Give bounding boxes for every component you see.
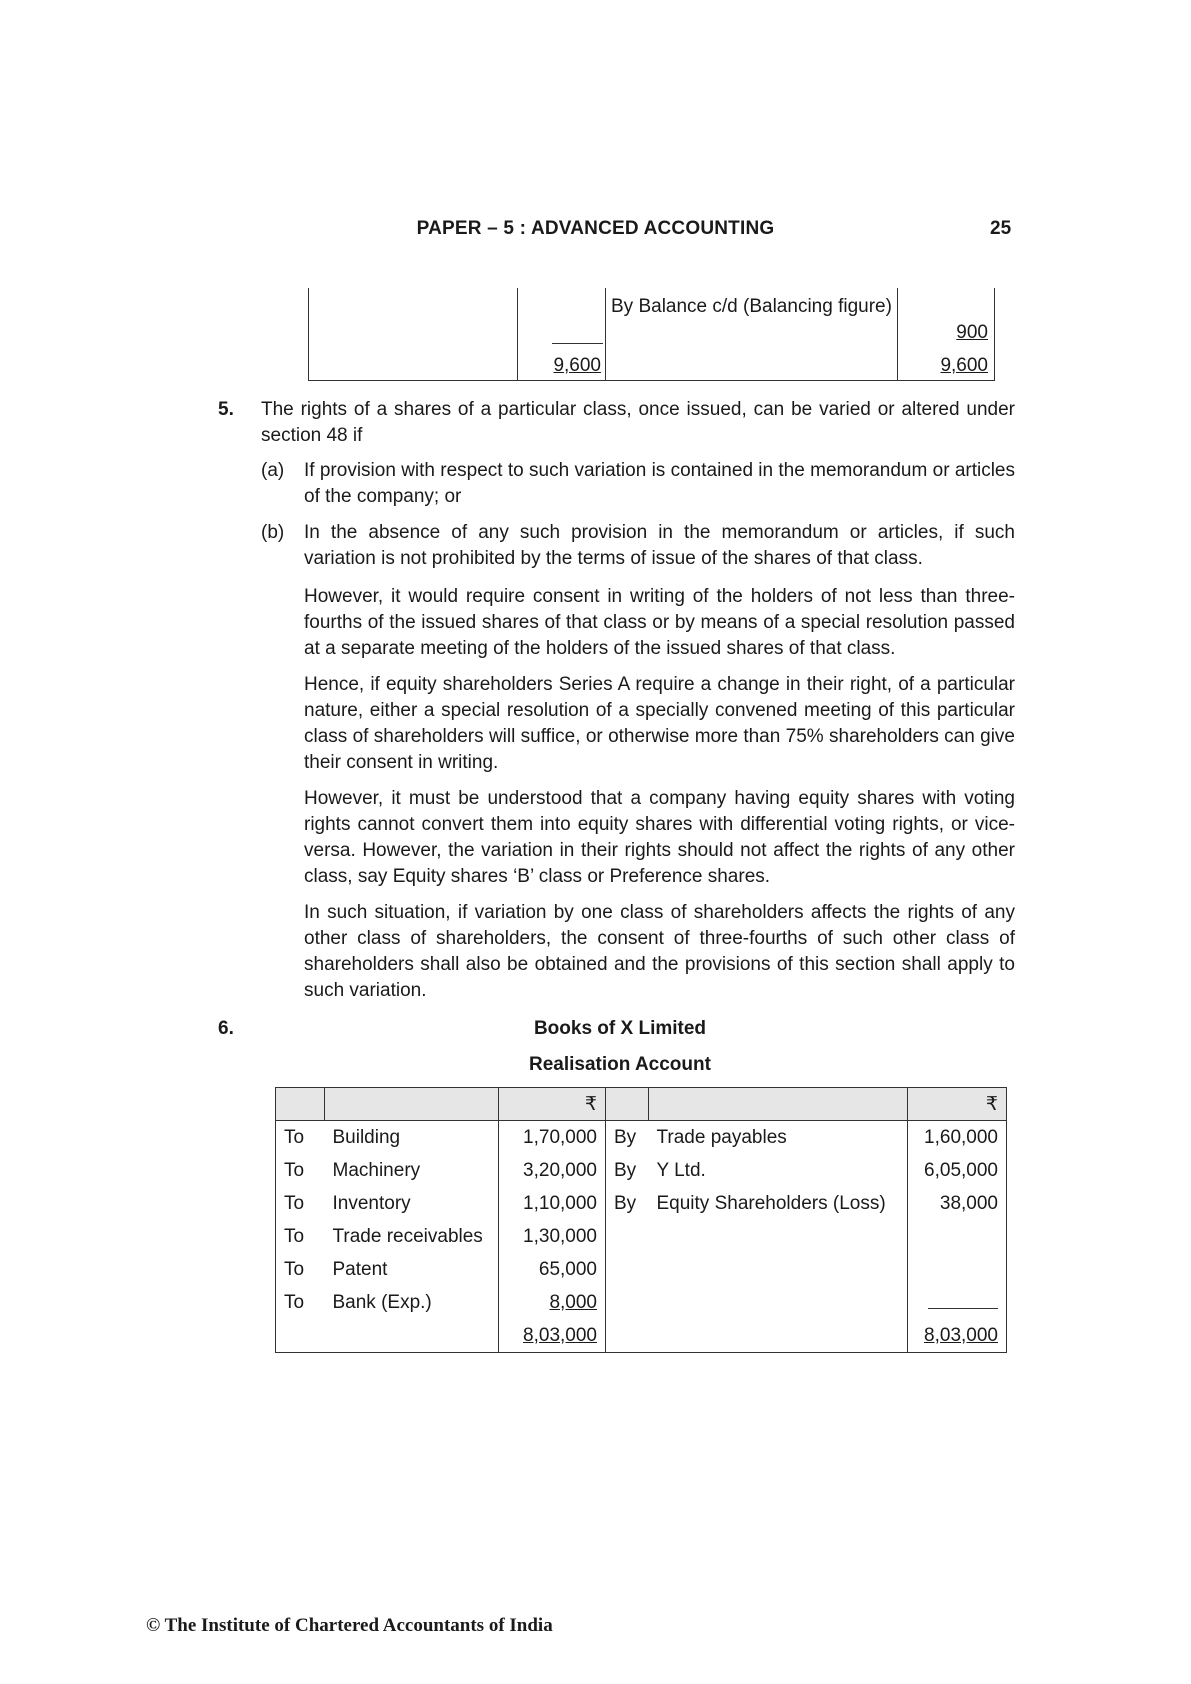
q5-intro: The rights of a shares of a particular class, once issued, can be varied or altered under section 48 if [261,399,1015,446]
top-table-border [308,380,995,381]
q5-item-a-label: (a) [261,460,285,481]
credit-amount: 38,000 [908,1187,1007,1220]
to-prefix: To [276,1187,325,1220]
credit-particular: Y Ltd. [656,1159,706,1181]
top-left-total: 9,600 [553,355,601,376]
currency-symbol-right: ₹ [908,1088,1007,1121]
debit-amount: 3,20,000 [499,1154,606,1187]
debit-total: 8,03,000 [499,1319,606,1353]
credit-amount: 6,05,000 [908,1154,1007,1187]
table-header-row [276,1088,1007,1121]
credit-amount: 1,60,000 [908,1121,1007,1155]
by-prefix: By [606,1154,649,1187]
top-right-label: By Balance c/d (Balancing figure) [611,296,892,317]
q5-item-b-label: (b) [261,522,285,543]
q6-heading-books: Books of X Limited [533,1018,707,1039]
top-right-total: 9,600 [940,355,988,376]
currency-symbol-left: ₹ [499,1088,606,1121]
footer-copyright: © The Institute of Chartered Accountants of India [146,1615,553,1636]
table-row [276,1187,1007,1220]
credit-particular [649,1253,908,1286]
question-number-6: 6. [218,1018,234,1039]
to-prefix: To [276,1220,325,1253]
credit-amount [908,1253,1007,1286]
q5-paragraph: Hence, if equity shareholders Series A require a change in their right, of a particular nature, either a special resolution of a specially convened meeting of this particular class of shareholders will suffice, or otherwise more than 75% shareholders can give their consent in writing. [304,674,1015,773]
empty-cell [606,1319,649,1353]
page-number: 25 [990,218,1012,239]
by-prefix: By [606,1187,649,1220]
table-row [276,1220,1007,1253]
debit-particular: Trade receivables [332,1225,483,1247]
header-cell [649,1088,908,1121]
top-table-rule [552,343,603,344]
table-row [276,1286,1007,1319]
table-row [276,1121,1007,1155]
debit-amount: 1,70,000 [499,1121,606,1155]
to-prefix: To [276,1286,325,1319]
q5-paragraph: However, it would require consent in writing of the holders of not less than three-fourths of the issued shares of that class or by means of a special resolution passed at a separate meeting of the holders of the issued shares of that class. [304,586,1015,659]
credit-particular: Equity Shareholders (Loss) [656,1192,886,1214]
q6-heading-account: Realisation Account [529,1054,711,1075]
header-cell [325,1088,499,1121]
debit-amount: 8,000 [499,1286,606,1319]
top-table-border [308,288,309,380]
debit-particular: Bank (Exp.) [332,1291,432,1313]
empty-cell [649,1319,908,1353]
by-prefix [606,1220,649,1253]
by-prefix: By [606,1121,649,1155]
table-row [276,1154,1007,1187]
credit-particular [649,1220,908,1253]
debit-particular: Inventory [332,1192,411,1214]
header-cell [276,1088,325,1121]
page-header-title: PAPER – 5 : ADVANCED ACCOUNTING [416,218,775,239]
to-prefix: To [276,1253,325,1286]
question-number-5: 5. [218,399,234,420]
debit-particular: Machinery [332,1159,421,1181]
debit-particular: Building [332,1126,401,1148]
q5-paragraph: However, it must be understood that a company having equity shares with voting rights cannot convert them into equity shares with differential voting rights, or vice-versa. However, the variation in their rights should not affect the rights of any other class, say Equity shares ‘B’ class or Preference shares. [304,788,1015,887]
header-cell [606,1088,649,1121]
table-row [276,1253,1007,1286]
debit-amount: 65,000 [499,1253,606,1286]
to-prefix: To [276,1121,325,1155]
empty-cell [325,1319,499,1353]
top-table-border [994,288,995,380]
total-rule [928,1307,998,1309]
top-table-border [605,288,606,380]
debit-amount: 1,30,000 [499,1220,606,1253]
credit-amount [908,1286,1007,1319]
q5-item-b-text: In the absence of any such provision in the memorandum or articles, if such variation is not prohibited by the terms of issue of the shares of that class. [304,522,1015,569]
realisation-account-table [275,1087,1007,1353]
top-table-border [897,288,898,380]
debit-amount: 1,10,000 [499,1187,606,1220]
to-prefix: To [276,1154,325,1187]
q5-paragraph: In such situation, if variation by one class of shareholders affects the rights of any other class of shareholders, the consent of three-fourths of such other class of shareholders shall also be obtained and the provisions of this section shall apply to such variation. [304,902,1015,1001]
credit-particular [649,1286,908,1319]
by-prefix [606,1253,649,1286]
credit-particular: Trade payables [656,1126,787,1148]
totals-row [276,1319,1007,1353]
by-prefix [606,1286,649,1319]
empty-cell [276,1319,325,1353]
q5-item-a-text: If provision with respect to such variation is contained in the memorandum or articles of the company; or [304,460,1015,507]
credit-amount [908,1220,1007,1253]
top-table-border [517,288,518,380]
top-right-amount: 900 [956,322,988,343]
debit-particular: Patent [332,1258,388,1280]
credit-total: 8,03,000 [908,1319,1007,1353]
